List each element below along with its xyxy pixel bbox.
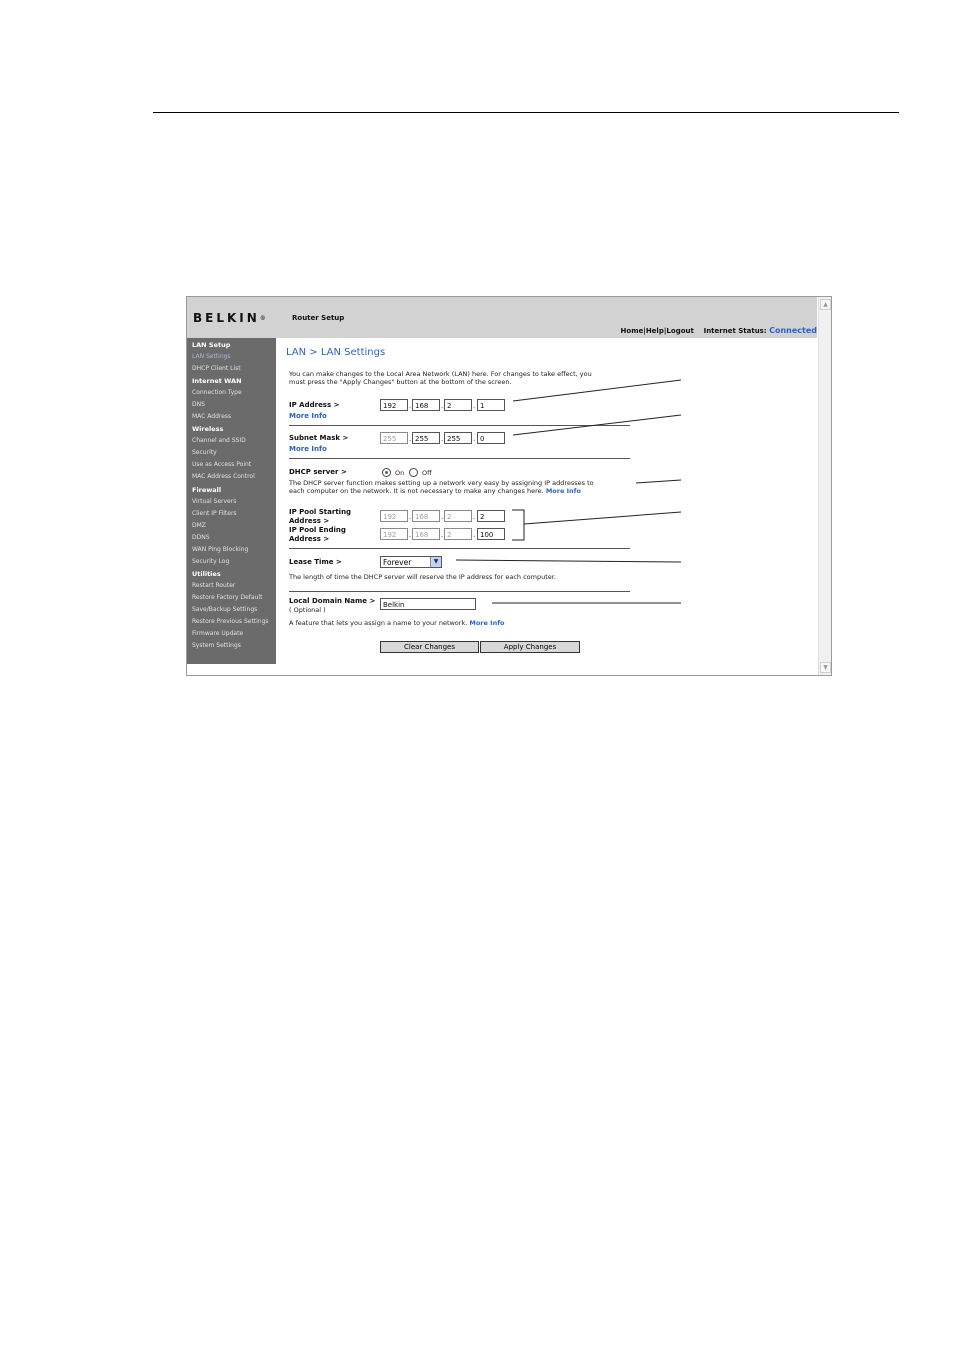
browser-frame xyxy=(186,296,832,676)
intro-text-line1: You can make changes to the Local Area Network (LAN) here. For changes to take effect, you xyxy=(289,370,592,378)
subnet-dot: . xyxy=(473,435,476,443)
ip-dot: . xyxy=(441,402,444,410)
help-link[interactable]: Help xyxy=(645,327,664,335)
scroll-down-icon[interactable]: ▼ xyxy=(820,662,831,673)
dhcp-on-radio[interactable] xyxy=(382,468,391,477)
sidebar-item-dns[interactable]: DNS xyxy=(192,401,205,408)
internet-status-value: Connected xyxy=(769,326,817,335)
divider xyxy=(289,591,630,592)
pool-start-label-line2: Address > xyxy=(289,517,330,525)
intro-text-line2: must press the "Apply Changes" button at the bottom of the screen. xyxy=(289,378,512,386)
ip-more-info-link[interactable]: More Info xyxy=(289,412,327,420)
router-setup-title: Router Setup xyxy=(292,314,345,322)
sidebar-heading-utilities: Utilities xyxy=(192,570,221,578)
sidebar-item-wan-ping[interactable]: WAN Ping Blocking xyxy=(192,546,249,553)
pool-dot: . xyxy=(409,531,412,539)
subnet-dot: . xyxy=(441,435,444,443)
pool-dot: . xyxy=(473,531,476,539)
pool-end-label-line2: Address > xyxy=(289,535,330,543)
header-bar xyxy=(187,297,817,338)
pool-start-octet-4-input[interactable]: 2 xyxy=(477,510,505,522)
nav-separator: | xyxy=(663,327,667,335)
page-title: LAN > LAN Settings xyxy=(286,347,386,358)
pool-start-octet-3: 2 xyxy=(444,510,472,522)
main-content xyxy=(276,338,816,675)
top-nav xyxy=(621,326,817,335)
dhcp-on-label: On xyxy=(395,469,405,477)
pool-dot: . xyxy=(441,513,444,521)
subnet-octet-3: 255 xyxy=(444,432,472,444)
pool-end-octet-2: 168 xyxy=(412,528,440,540)
ip-address-label: IP Address > xyxy=(289,401,340,409)
dhcp-description-line1: The DHCP server function makes setting up a network very easy by assigning IP addresses to xyxy=(289,479,594,487)
sidebar-item-lan-settings[interactable]: LAN Settings xyxy=(192,353,231,360)
subnet-octet-4: 0 xyxy=(477,432,505,444)
pool-dot: . xyxy=(441,531,444,539)
divider xyxy=(289,548,630,549)
subnet-octet-1: 255 xyxy=(380,432,408,444)
domain-name-input[interactable]: Belkin xyxy=(380,598,476,610)
ip-dot: . xyxy=(473,402,476,410)
sidebar-item-mac-address[interactable]: MAC Address xyxy=(192,413,232,420)
sidebar-item-restore-previous[interactable]: Restore Previous Settings xyxy=(192,618,269,625)
home-link[interactable]: Home xyxy=(620,327,644,335)
pool-start-octet-1: 192 xyxy=(380,510,408,522)
sidebar-item-dmz[interactable]: DMZ xyxy=(192,522,206,529)
internet-status-label: Internet Status: xyxy=(703,327,767,335)
nav-separator: | xyxy=(643,327,646,335)
sidebar-item-restart-router[interactable]: Restart Router xyxy=(192,582,236,589)
ip-octet-2-input[interactable]: 168 xyxy=(412,399,440,411)
sidebar-heading-firewall: Firewall xyxy=(192,486,222,494)
sidebar-item-ddns[interactable]: DDNS xyxy=(192,534,210,541)
sidebar-item-security[interactable]: Security xyxy=(192,449,217,456)
scroll-up-icon[interactable]: ▲ xyxy=(820,299,831,310)
sidebar-item-connection-type[interactable]: Connection Type xyxy=(192,389,242,396)
dhcp-more-info-link[interactable]: More Info xyxy=(545,487,581,495)
belkin-logo: BELKIN® xyxy=(193,311,266,325)
clear-changes-button[interactable]: Clear Changes xyxy=(380,641,479,653)
dhcp-description-line2: each computer on the network. It is not necessary to make any changes here. More Info xyxy=(289,487,581,495)
domain-name-label: Local Domain Name > xyxy=(289,597,376,605)
domain-description: A feature that lets you assign a name to your network. More Info xyxy=(289,619,505,627)
subnet-more-info-link[interactable]: More Info xyxy=(289,445,327,453)
pool-dot: . xyxy=(409,513,412,521)
lease-time-value: Forever xyxy=(383,558,412,567)
chevron-down-icon[interactable]: ▼ xyxy=(430,557,441,567)
divider xyxy=(289,425,630,426)
pool-end-octet-4-input[interactable]: 100 xyxy=(477,528,505,540)
logout-link[interactable]: Logout xyxy=(666,327,694,335)
sidebar-item-security-log[interactable]: Security Log xyxy=(192,558,230,565)
sidebar-heading-lan-setup: LAN Setup xyxy=(192,341,231,349)
pool-start-label-line1: IP Pool Starting xyxy=(289,508,352,516)
apply-changes-button[interactable]: Apply Changes xyxy=(480,641,580,653)
pool-dot: . xyxy=(473,513,476,521)
pool-end-label-line1: IP Pool Ending xyxy=(289,526,346,534)
lease-time-select[interactable] xyxy=(380,556,442,568)
ip-dot: . xyxy=(409,402,412,410)
subnet-mask-label: Subnet Mask > xyxy=(289,434,349,442)
sidebar xyxy=(187,338,276,664)
page-rule xyxy=(153,112,899,113)
domain-more-info-link[interactable]: More Info xyxy=(469,619,505,627)
vertical-scrollbar[interactable] xyxy=(818,297,831,675)
dhcp-off-radio[interactable] xyxy=(409,468,418,477)
pool-end-octet-1: 192 xyxy=(380,528,408,540)
sidebar-item-client-ip-filters[interactable]: Client IP Filters xyxy=(192,510,237,517)
sidebar-item-firmware-update[interactable]: Firmware Update xyxy=(192,630,244,637)
sidebar-item-save-backup[interactable]: Save/Backup Settings xyxy=(192,606,258,613)
sidebar-item-access-point[interactable]: Use as Access Point xyxy=(192,461,252,468)
sidebar-heading-internet-wan: Internet WAN xyxy=(192,377,242,385)
sidebar-item-dhcp-client-list[interactable]: DHCP Client List xyxy=(192,365,241,372)
sidebar-item-system-settings[interactable]: System Settings xyxy=(192,642,241,649)
subnet-dot: . xyxy=(409,435,412,443)
dhcp-server-label: DHCP server > xyxy=(289,468,347,476)
sidebar-item-virtual-servers[interactable]: Virtual Servers xyxy=(192,498,237,505)
pool-start-octet-2: 168 xyxy=(412,510,440,522)
lease-time-description: The length of time the DHCP server will reserve the IP address for each computer. xyxy=(289,573,556,581)
sidebar-heading-wireless: Wireless xyxy=(192,425,224,433)
sidebar-item-mac-access-control[interactable]: MAC Address Control xyxy=(192,473,255,480)
ip-octet-1-input[interactable]: 192 xyxy=(380,399,408,411)
dhcp-off-label: Off xyxy=(422,469,432,477)
ip-octet-4-input[interactable]: 1 xyxy=(477,399,505,411)
divider xyxy=(289,458,630,459)
sidebar-item-restore-factory[interactable]: Restore Factory Default xyxy=(192,594,263,601)
subnet-octet-2: 255 xyxy=(412,432,440,444)
lease-time-label: Lease Time > xyxy=(289,558,342,566)
sidebar-item-channel-ssid[interactable]: Channel and SSID xyxy=(192,437,246,444)
ip-octet-3-input[interactable]: 2 xyxy=(444,399,472,411)
domain-optional-label: ( Optional ) xyxy=(289,606,326,614)
pool-end-octet-3: 2 xyxy=(444,528,472,540)
